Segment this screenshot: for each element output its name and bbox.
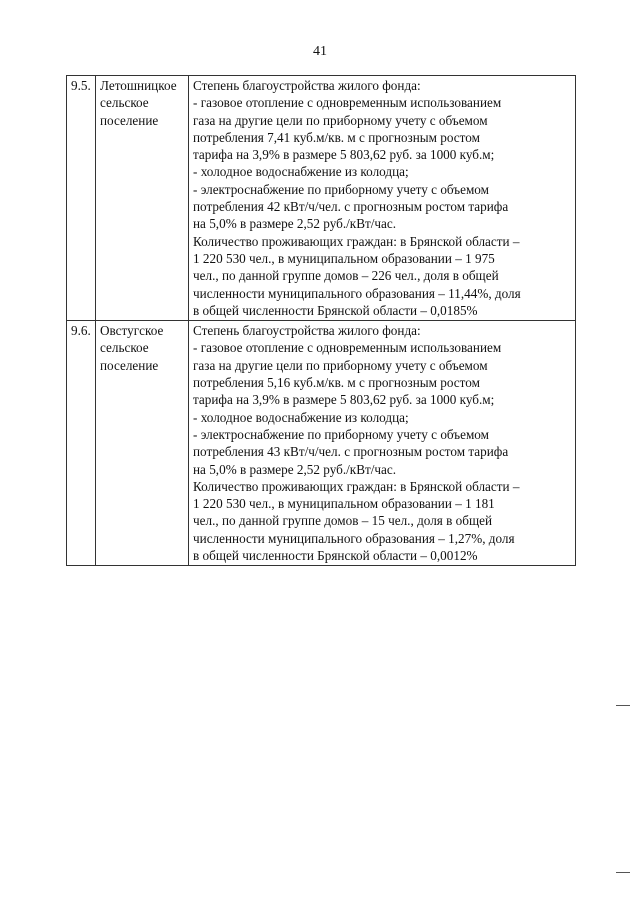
settlement-name-line: поселение xyxy=(100,112,159,128)
settlement-name-line: сельское xyxy=(100,95,149,111)
description-line: газа на другие цели по приборному учету с объемом xyxy=(193,112,488,128)
description-line: Степень благоустройства жилого фонда: xyxy=(193,323,421,339)
description-line: - холодное водоснабжение из колодца; xyxy=(193,164,409,180)
description-line: потребления 42 кВт/ч/чел. с прогнозным ростом тарифа xyxy=(193,199,509,215)
scan-margin-mark xyxy=(616,872,630,873)
description-line: потребления 43 кВт/ч/чел. с прогнозным ростом тарифа xyxy=(193,444,509,460)
row-number: 9.5. xyxy=(71,78,91,93)
description-line: - электроснабжение по приборному учету с объемом xyxy=(193,181,489,197)
settlement-name-cell xyxy=(96,76,189,321)
description-cell xyxy=(189,76,576,321)
page-number: 41 xyxy=(313,44,327,59)
settlements-table xyxy=(66,75,576,566)
table-row xyxy=(67,321,576,566)
settlement-name-line: поселение xyxy=(100,357,159,373)
description-line: - электроснабжение по приборному учету с объемом xyxy=(193,426,489,442)
row-number: 9.6. xyxy=(71,323,91,339)
description-line: потребления 7,41 куб.м/кв. м с прогнозным ростом xyxy=(193,129,480,145)
description-line: на 5,0% в размере 2,52 руб./кВт/час. xyxy=(193,216,397,232)
description-line: 1 220 530 чел., в муниципальном образовании – 1 975 xyxy=(193,250,495,266)
settlement-name-line: сельское xyxy=(100,340,149,356)
settlement-name-cell xyxy=(96,321,189,566)
description-line: Степень благоустройства жилого фонда: xyxy=(193,78,421,93)
description-line: численности муниципального образования – 1,27%, доля xyxy=(193,530,515,546)
description-line: Количество проживающих граждан: в Брянской области – xyxy=(193,478,520,494)
description-line: потребления 5,16 куб.м/кв. м с прогнозным ростом xyxy=(193,375,480,391)
description-line: в общей численности Брянской области – 0,0012% xyxy=(193,548,478,564)
description-line: в общей численности Брянской области – 0,0185% xyxy=(193,302,478,318)
table-row xyxy=(67,76,576,321)
description-cell xyxy=(189,321,576,566)
description-line: численности муниципального образования – 11,44%, доля xyxy=(193,285,521,301)
description-line: газа на другие цели по приборному учету с объемом xyxy=(193,357,488,373)
description-line: - холодное водоснабжение из колодца; xyxy=(193,409,409,425)
settlement-name-line: Летошницкое xyxy=(100,78,177,93)
description-line: чел., по данной группе домов – 15 чел., доля в общей xyxy=(193,513,493,529)
description-line: тарифа на 3,9% в размере 5 803,62 руб. за 1000 куб.м; xyxy=(193,392,495,408)
description-line: тарифа на 3,9% в размере 5 803,62 руб. за 1000 куб.м; xyxy=(193,147,495,163)
row-number-cell xyxy=(67,76,96,321)
description-line: 1 220 530 чел., в муниципальном образовании – 1 181 xyxy=(193,496,495,512)
scan-margin-mark xyxy=(616,705,630,706)
row-number-cell xyxy=(67,321,96,566)
description-line: - газовое отопление с одновременным использованием xyxy=(193,95,502,111)
description-line: - газовое отопление с одновременным использованием xyxy=(193,340,502,356)
description-line: Количество проживающих граждан: в Брянской области – xyxy=(193,233,520,249)
settlement-name-line: Овстугское xyxy=(100,323,164,339)
description-line: чел., по данной группе домов – 226 чел., доля в общей xyxy=(193,268,499,284)
description-line: на 5,0% в размере 2,52 руб./кВт/час. xyxy=(193,461,397,477)
